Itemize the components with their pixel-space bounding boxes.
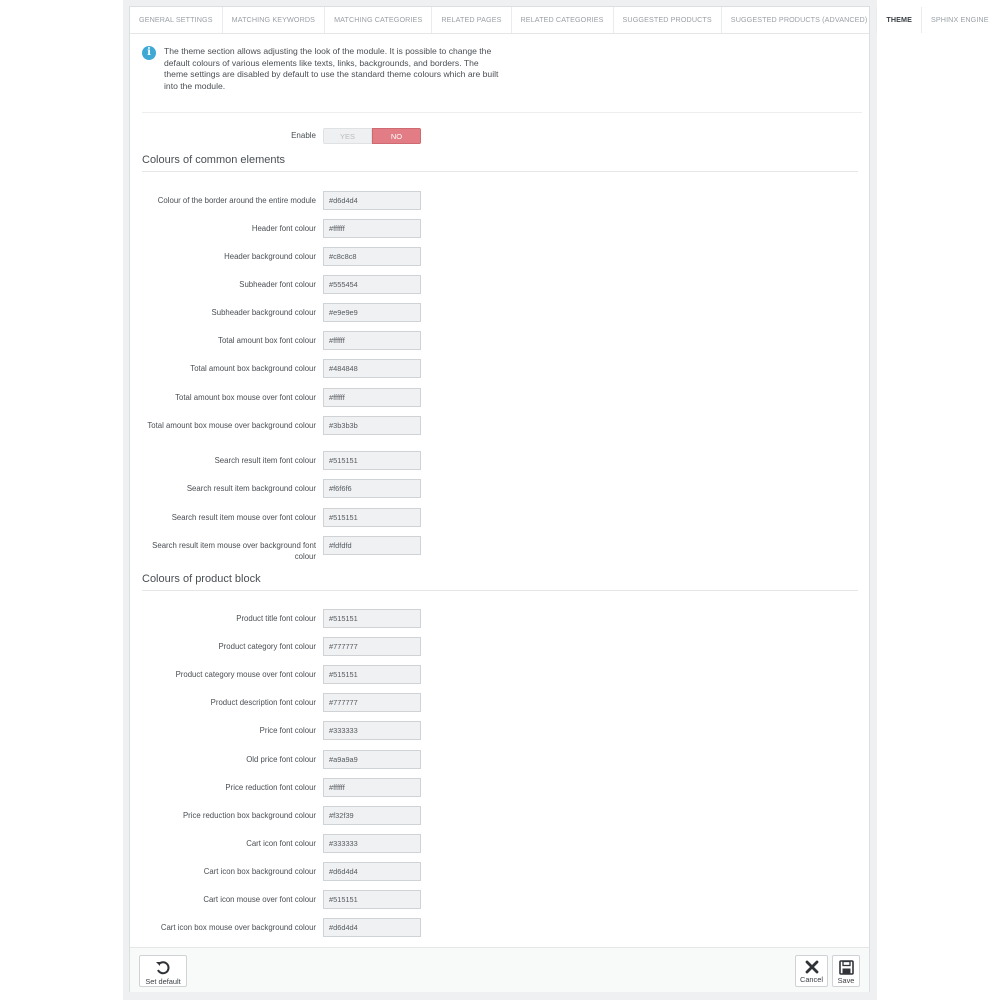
colour-input[interactable] <box>323 806 421 825</box>
field-label: Product category font colour <box>218 642 316 651</box>
colour-input[interactable] <box>323 219 421 238</box>
tab-matching-keywords[interactable]: MATCHING KEYWORDS <box>223 7 325 33</box>
tab-related-pages[interactable]: RELATED PAGES <box>432 7 511 33</box>
colour-input[interactable] <box>323 388 421 407</box>
field-label: Cart icon font colour <box>246 839 316 848</box>
cancel-label: Cancel <box>799 975 823 984</box>
colour-input[interactable] <box>323 778 421 797</box>
colour-input[interactable] <box>323 303 421 322</box>
info-text: The theme section allows adjusting the look of the module. It is possible to change the default colours of various elements like texts, links, backgrounds, and borders. The theme settings are disabled by default to use the standard theme colours which are built into the module. <box>164 46 499 91</box>
colour-input[interactable] <box>323 721 421 740</box>
field-label: Product description font colour <box>210 698 316 707</box>
colour-input[interactable] <box>323 693 421 712</box>
form-footer <box>130 947 869 992</box>
tab-general-settings[interactable]: GENERAL SETTINGS <box>130 7 223 33</box>
field-label: Search result item background colour <box>186 484 316 493</box>
colour-input[interactable] <box>323 416 421 435</box>
field-label: Product category mouse over font colour <box>175 670 316 679</box>
info-icon: i <box>142 46 156 60</box>
section-title-common: Colours of common elements <box>142 154 858 172</box>
tab-bar <box>130 7 989 34</box>
tab-matching-categories[interactable]: MATCHING CATEGORIES <box>325 7 432 33</box>
colour-input[interactable] <box>323 331 421 350</box>
field-label: Total amount box font colour <box>218 336 316 345</box>
field-label: Total amount box mouse over font colour <box>175 393 316 402</box>
save-label: Save <box>837 976 855 985</box>
colour-input[interactable] <box>323 637 421 656</box>
field-label: Search result item mouse over background font colour <box>152 541 316 562</box>
field-label: Colour of the border around the entire module <box>157 196 316 205</box>
colour-input[interactable] <box>323 890 421 909</box>
colour-input[interactable] <box>323 191 421 210</box>
tab-suggested-products-advanced[interactable]: SUGGESTED PRODUCTS (ADVANCED) <box>722 7 878 33</box>
colour-input[interactable] <box>323 536 421 555</box>
field-label: Total amount box background colour <box>190 364 316 373</box>
colour-input[interactable] <box>323 359 421 378</box>
save-icon <box>839 960 854 975</box>
colour-input[interactable] <box>323 665 421 684</box>
enable-switch[interactable] <box>323 128 421 144</box>
field-label: Old price font colour <box>246 755 316 764</box>
field-label: Subheader background colour <box>211 308 316 317</box>
field-label: Price reduction font colour <box>225 783 316 792</box>
field-label: Search result item mouse over font colour <box>171 513 316 522</box>
set-default-label: Set default <box>145 977 181 986</box>
field-label: Total amount box mouse over background colour <box>147 421 316 430</box>
tab-sphinx-engine[interactable]: SPHINX ENGINE <box>931 15 989 24</box>
info-box <box>142 46 862 113</box>
field-label: Header font colour <box>251 224 316 233</box>
set-default-button[interactable] <box>139 955 187 987</box>
field-label: Search result item font colour <box>214 456 316 465</box>
colour-input[interactable] <box>323 275 421 294</box>
colour-input[interactable] <box>323 451 421 470</box>
colour-input[interactable] <box>323 479 421 498</box>
field-label: Cart icon box mouse over background colour <box>160 923 316 932</box>
section-title-product: Colours of product block <box>142 573 858 591</box>
tab-suggested-products[interactable]: SUGGESTED PRODUCTS <box>614 7 722 33</box>
colour-input[interactable] <box>323 750 421 769</box>
save-button[interactable] <box>832 955 860 987</box>
field-label: Cart icon box background colour <box>203 867 316 876</box>
field-label: Subheader font colour <box>239 280 316 289</box>
colour-input[interactable] <box>323 609 421 628</box>
field-label: Price font colour <box>259 726 316 735</box>
field-label: Header background colour <box>224 252 316 261</box>
enable-yes-option[interactable]: YES <box>323 128 372 144</box>
colour-input[interactable] <box>323 247 421 266</box>
colour-input[interactable] <box>323 508 421 527</box>
colour-input[interactable] <box>323 918 421 937</box>
undo-icon <box>155 960 171 976</box>
field-label: Price reduction box background colour <box>182 811 316 820</box>
cancel-button[interactable] <box>795 955 828 987</box>
field-label: Cart icon mouse over font colour <box>203 895 316 904</box>
colour-input[interactable] <box>323 862 421 881</box>
colour-input[interactable] <box>323 834 421 853</box>
tab-theme[interactable]: THEME <box>877 7 922 33</box>
enable-no-option[interactable]: NO <box>372 128 421 144</box>
field-label: Product title font colour <box>236 614 316 623</box>
close-icon <box>805 960 819 974</box>
tab-related-categories[interactable]: RELATED CATEGORIES <box>512 7 614 33</box>
enable-label: Enable <box>291 131 316 140</box>
